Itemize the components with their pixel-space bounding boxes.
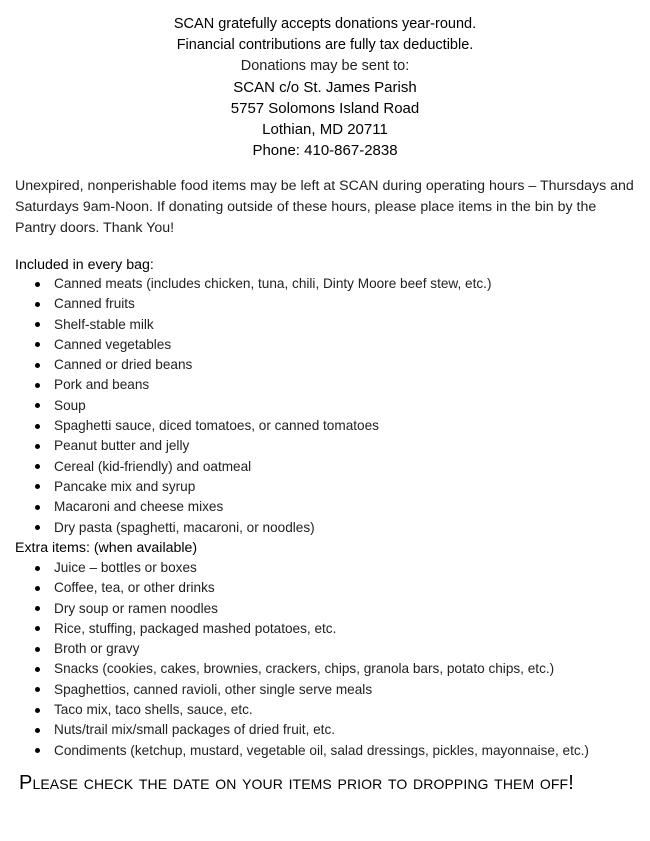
list-item xyxy=(0,457,650,477)
list-item-text: Condiments (ketchup, mustard, vegetable oil, salad dressings, pickles, mayonnaise, etc.) xyxy=(54,742,589,758)
list-item-text: Macaroni and cheese mixes xyxy=(54,499,224,515)
list-item xyxy=(0,659,650,679)
list-item xyxy=(0,315,650,335)
list-item-text: Rice, stuffing, packaged mashed potatoes, etc. xyxy=(54,620,337,636)
donation-header xyxy=(0,14,650,161)
bullet-icon xyxy=(35,525,40,530)
bullet-icon xyxy=(35,728,40,733)
list-item xyxy=(0,436,650,456)
bullet-icon xyxy=(35,383,40,388)
list-item xyxy=(0,741,650,761)
list-item-text: Pancake mix and syrup xyxy=(54,478,196,494)
bullet-icon xyxy=(35,484,40,489)
list-item-text: Snacks (cookies, cakes, brownies, crackers, chips, granola bars, potato chips, etc.) xyxy=(54,661,555,677)
list-item xyxy=(0,335,650,355)
bullet-icon xyxy=(35,586,40,591)
list-item xyxy=(0,355,650,375)
bullet-icon xyxy=(35,464,40,469)
list-item-text: Dry pasta (spaghetti, macaroni, or noodles) xyxy=(54,519,315,535)
bullet-icon xyxy=(35,566,40,571)
list-item xyxy=(0,680,650,700)
list-item xyxy=(0,477,650,497)
list-item-text: Taco mix, taco shells, sauce, etc. xyxy=(54,702,253,718)
list-item-text: Dry soup or ramen noodles xyxy=(54,600,218,616)
list-item xyxy=(0,578,650,598)
list-item-text: Cereal (kid-friendly) and oatmeal xyxy=(54,458,252,474)
list-item-text: Spaghettios, canned ravioli, other single serve meals xyxy=(54,681,373,697)
list-item xyxy=(0,619,650,639)
bullet-icon xyxy=(35,363,40,368)
extra-items-list xyxy=(0,558,650,761)
header-sent-to-line: Donations may be sent to: xyxy=(240,58,410,74)
bullet-icon xyxy=(35,424,40,429)
list-item-text: Shelf-stable milk xyxy=(54,316,154,332)
intro-paragraph: Unexpired, nonperishable food items may be left at SCAN during operating hours – Thursdays and Saturdays 9am-Noon. If donating outside of these hours, please place items in the bin by the Pantry doors. Thank You! xyxy=(15,178,634,236)
header-accepts-line: SCAN gratefully accepts donations year-round. xyxy=(173,16,477,32)
list-item xyxy=(0,639,650,659)
list-item-text: Coffee, tea, or other drinks xyxy=(54,580,215,596)
list-item-text: Canned fruits xyxy=(54,296,135,312)
list-item xyxy=(0,375,650,395)
header-city: Lothian, MD 20711 xyxy=(262,121,388,138)
list-item xyxy=(0,416,650,436)
extra-section-title: Extra items: (when available) xyxy=(15,540,198,556)
included-items-list xyxy=(0,274,650,538)
bullet-icon xyxy=(35,342,40,347)
list-item-text: Pork and beans xyxy=(54,377,150,393)
list-item-text: Canned meats (includes chicken, tuna, chili, Dinty Moore beef stew, etc.) xyxy=(54,276,492,291)
header-recipient: SCAN c/o St. James Parish xyxy=(233,79,417,96)
list-item-text: Canned vegetables xyxy=(54,336,172,352)
check-date-notice: Please check the date on your items prior to dropping them off! xyxy=(19,772,574,794)
bullet-icon xyxy=(35,687,40,692)
bullet-icon xyxy=(35,606,40,611)
list-item xyxy=(0,274,650,294)
list-item-text: Juice – bottles or boxes xyxy=(54,560,197,575)
list-item xyxy=(0,497,650,517)
list-item xyxy=(0,558,650,578)
bullet-icon xyxy=(35,282,40,287)
list-item xyxy=(0,599,650,619)
bullet-icon xyxy=(35,667,40,672)
list-item-text: Soup xyxy=(54,397,86,413)
list-item-text: Spaghetti sauce, diced tomatoes, or canned tomatoes xyxy=(54,418,379,434)
bullet-icon xyxy=(35,322,40,327)
list-item-text: Canned or dried beans xyxy=(54,357,193,373)
header-phone: Phone: 410-867-2838 xyxy=(252,142,398,159)
list-item xyxy=(0,294,650,314)
included-section-title: Included in every bag: xyxy=(15,257,154,273)
bullet-icon xyxy=(35,626,40,631)
bullet-icon xyxy=(35,302,40,307)
list-item-text: Broth or gravy xyxy=(54,641,140,657)
header-tax-line: Financial contributions are fully tax deductible. xyxy=(176,37,474,53)
header-street: 5757 Solomons Island Road xyxy=(230,100,420,117)
list-item-text: Peanut butter and jelly xyxy=(54,438,190,454)
list-item-text: Nuts/trail mix/small packages of dried fruit, etc. xyxy=(54,722,336,738)
bullet-icon xyxy=(35,505,40,510)
bullet-icon xyxy=(35,444,40,449)
list-item xyxy=(0,396,650,416)
bullet-icon xyxy=(35,748,40,753)
bullet-icon xyxy=(35,403,40,408)
bullet-icon xyxy=(35,708,40,713)
list-item xyxy=(0,700,650,720)
list-item xyxy=(0,518,650,538)
bullet-icon xyxy=(35,647,40,652)
list-item xyxy=(0,720,650,740)
